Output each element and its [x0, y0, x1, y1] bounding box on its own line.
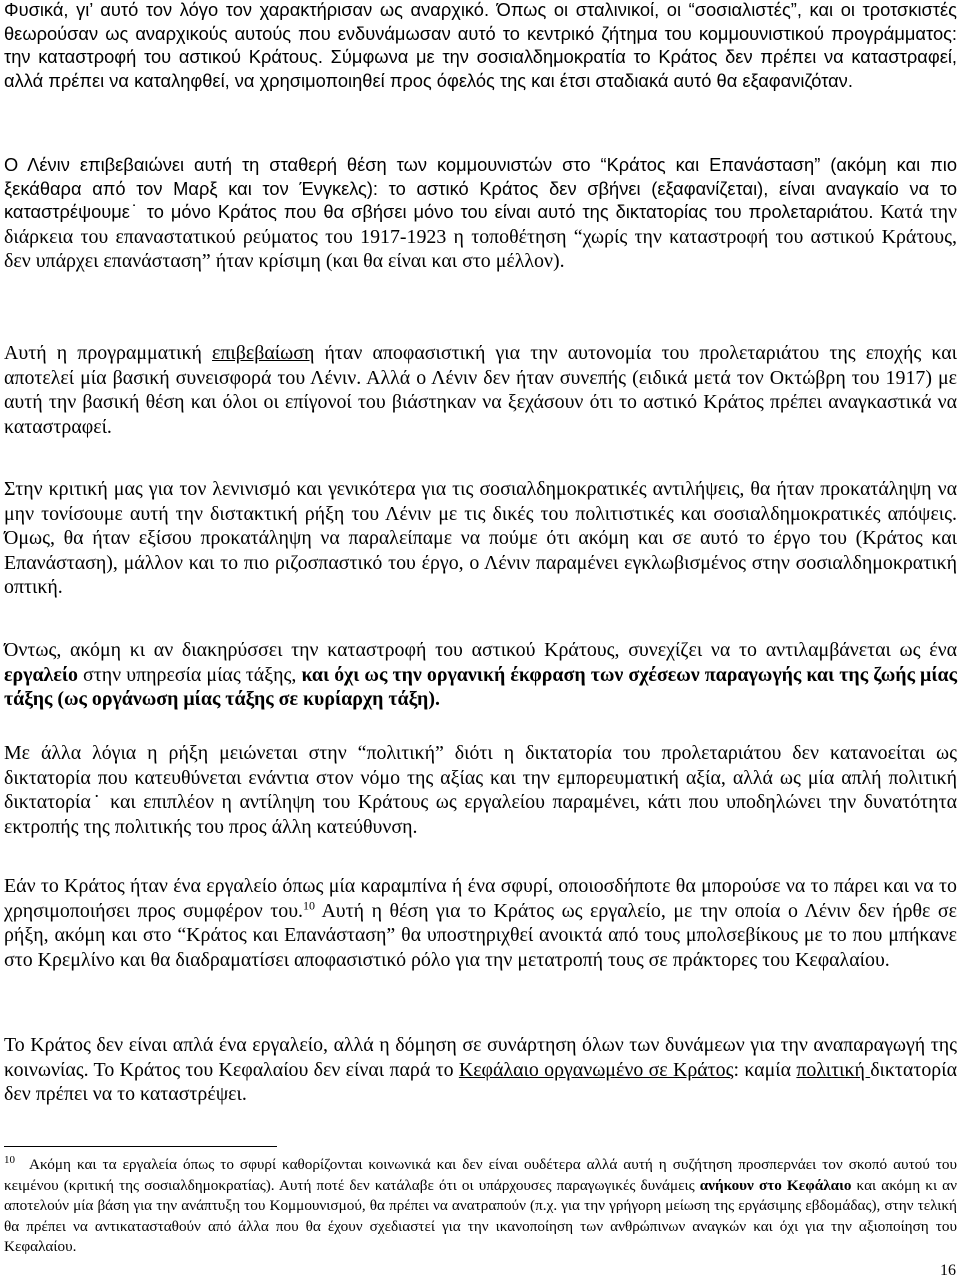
paragraph-5-bold-a: εργαλείο — [4, 663, 78, 686]
paragraph-5 — [4, 638, 957, 712]
footnote-bold: ανήκουν στο Κεφάλαιο — [699, 1176, 852, 1194]
paragraph-1 — [4, 0, 957, 93]
paragraph-7 — [4, 874, 957, 972]
paragraph-1-text: Φυσικά, γι’ αυτό τον λόγο τον χαρακτήρισαν ως αναρχικό. Όπως οι σταλινικοί, οι “σοσιαλιστές”, και οι τροτσκιστές θεωρούσαν ως αναρχικούς αυτούς που ενδυνάμωσαν αυτό το κεντρικό ζήτημα του κομμουνιστικού προγράμματος: την καταστροφή του αστικού Κράτους. Σύμφωνα με την σοσιαλδημοκρατία το Κράτος δεν πρέπει να καταστραφεί, αλλά πρέπει να καταληφθεί, να χρησιμοποιηθεί προς όφελός της και έτσι σταδιακά αυτό θα εξαφανιζόταν. — [4, 0, 957, 92]
paragraph-8-underlined-a: Κεφάλαιο οργανωμένο σε Κράτος — [458, 1058, 734, 1081]
paragraph-6 — [4, 741, 957, 839]
paragraph-4 — [4, 477, 957, 600]
paragraph-5-text-a: Όντως, ακόμη κι αν διακηρύσσει την καταστροφή του αστικού Κράτους, συνεχίζει να το αντιλαμβάνεται ως ένα — [4, 639, 957, 661]
paragraph-3-text-a: Αυτή η προγραμματική — [4, 342, 213, 364]
paragraph-4-text: Στην κριτική μας για τον λενινισμό και γενικότερα για τις σοσιαλδημοκρατικές αντιλήψεις, θα ήταν προκατάληψη να μην τονίσουμε αυτή την διστακτική ρήξη του Λένιν με τις δικές του πολιτιστικές και σοσιαλδημοκρατικές απόψεις. Όμως, θα ήταν εξίσου προκατάληψη να παραλείπαμε να πούμε ότι ακόμη και σε αυτό το έργο του (Κράτος και Επανάσταση), μάλλον και το πιο ριζοσπαστικό του έργο, ο Λένιν παραμένει εγκλωβισμένος στην σοσιαλδημοκρατική οπτική. — [4, 478, 957, 598]
footnote-ref-10[interactable]: 10 — [303, 897, 316, 912]
paragraph-2-text-a: Ο Λένιν επιβεβαιώνει αυτή τη σταθερή θέση των κομμουνιστών στο “Κράτος και Επανάσταση” (ακόμη και πιο ξεκάθαρα από τον Μαρξ και τον Ένγκελς): το αστικό Κράτος δεν σβήνει (εξαφανίζεται), είναι αναγκαίο να το καταστρέψουμε˙ το μόνο Κράτος που θα σβήσει μόνο του είναι αυτό της δικτατορίας του προλεταριάτου. — [4, 154, 957, 223]
paragraph-7-text-b: Αυτή η θέση για το Κράτος ως εργαλείο, με την οποία ο Λένιν δεν ήρθε σε ρήξη, ακόμη και στο “Κράτος και Επανάσταση” θα υποστηριχθεί ανοικτά από τους μπολσεβίκους με το που μπήκανε στο Κρεμλίνο και θα διαδραματίσει αποφασιστικό ρόλο για την μετατροπή τους σε πράκτορες του Κεφαλαίου. — [4, 899, 957, 971]
paragraph-7-text-a: Εάν το Κράτος ήταν ένα εργαλείο όπως μία καραμπίνα ή ένα σφυρί, οποιοσδήποτε θα μπορούσε να το πάρει και να το χρησιμοποιήσει προς συμφέρον του. — [4, 875, 957, 922]
paragraph-8-text-b: : καμία — [733, 1058, 797, 1081]
footnote-number: 10 — [4, 1153, 15, 1166]
footnote-text-b: και ακόμη κι αν αποτελούν μία βάση για την ανάπτυξη του Κομμουνισμού, θα πρέπει να ανατραπούν (π.χ. για την γρήγορη μείωση της εργάσιμης εβδομάδας), στην τελική θα πρέπει να αντικατασταθούν από άλλα που θα έχουν σχεδιαστεί για την ικανοποίηση των ανθρώπινων αναγκών και όχι για την αξιοποίηση του Κεφαλαίου. — [4, 1176, 957, 1255]
paragraph-3-underlined: επιβεβαίωση — [212, 342, 315, 364]
paragraph-3 — [4, 341, 957, 439]
paragraph-8 — [4, 1033, 957, 1107]
paragraph-5-bold-b: και όχι ως την οργανική έκφραση των σχέσεων παραγωγής και της ζωής μίας τάξης (ως οργάνωση μίας τάξης σε κυρίαρχη τάξη). — [4, 663, 957, 710]
footnote-divider — [4, 1146, 277, 1147]
page-number: 16 — [940, 1262, 956, 1279]
paragraph-3-text-b: ήταν αποφασιστική για την αυτονομία του προλεταριάτου της εποχής και αποτελεί μία βασική συνεισφορά του Λένιν. Αλλά ο Λένιν δεν ήταν συνεπής (ειδικά μετά τον Οκτώβρη του 1917) με αυτή την βασική θέση και όλοι οι επίγονοί του βιάστηκαν να ξεχάσουν ότι το αστικό Κράτος πρέπει αναγκαστικά να καταστραφεί. — [4, 342, 957, 438]
paragraph-6-text: Με άλλα λόγια η ρήξη μειώνεται στην “πολιτική” διότι η δικτατορία του προλεταριάτου δεν κατανοείται ως δικτατορία που κατευθύνεται ενάντια στον νόμο της αξίας και την εμπορευματική αξία, αλλά ως μία απλή πολιτική δικτατορία˙ και επιπλέον η αντίληψη του Κράτους ως εργαλείου παραμένει, κάτι που υποδηλώνει την δυνατότητα εκτροπής της πολιτικής του προς άλλη κατεύθυνση. — [4, 742, 957, 838]
paragraph-8-text-c: δικτατορία δεν πρέπει να το καταστρέψει. — [4, 1058, 957, 1105]
paragraph-8-underlined-b: πολιτική — [796, 1058, 871, 1081]
paragraph-2 — [4, 153, 957, 274]
footnote-10 — [4, 1155, 957, 1258]
footnote-text-a: Ακόμη και τα εργαλεία όπως το σφυρί καθορίζονται κοινωνικά και δεν είναι ουδέτερα αλλά αυτή η συζήτηση προσπερνάει τον σκοπό αυτού του κειμένου (κριτική της σοσιαλδημοκρατίας). Αυτή ποτέ δεν κατάλαβε ότι οι υπάρχουσες παραγωγικές δυνάμεις — [4, 1156, 957, 1194]
paragraph-2-text-b: Κατά την διάρκεια του επαναστατικού ρεύματος του 1917-1923 η τοποθέτηση “χωρίς την καταστροφή του αστικού Κράτους, δεν υπάρχει επανάσταση” ήταν κρίσιμη (και θα είναι και στο μέλλον). — [4, 201, 957, 273]
paragraph-5-text-b: στην υπηρεσία μίας τάξης, — [77, 663, 302, 686]
paragraph-8-text-a: Το Κράτος δεν είναι απλά ένα εργαλείο, αλλά η δόμηση σε συνάρτηση όλων των δυνάμεων για την αναπαραγωγή της κοινωνίας. Το Κράτος του Κεφαλαίου δεν είναι παρά το — [4, 1034, 957, 1081]
